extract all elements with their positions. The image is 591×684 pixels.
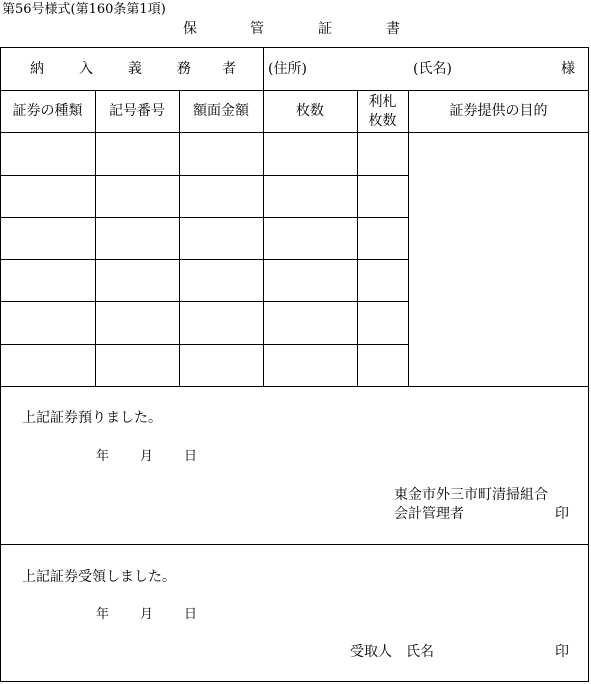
divider <box>0 90 589 91</box>
column-header-count: 枚数 <box>296 103 324 119</box>
title-char: 書 <box>386 21 400 37</box>
column-header-face-value: 額面金額 <box>193 103 249 119</box>
divider <box>179 90 180 386</box>
divider <box>0 544 589 545</box>
title-char: 保 <box>183 21 197 37</box>
divider <box>0 386 589 387</box>
receipt-statement: 上記証券受領しました。 <box>22 569 176 585</box>
payer-label-char: 者 <box>222 61 236 77</box>
divider <box>95 90 96 386</box>
divider <box>357 90 358 386</box>
column-header-coupon-line1: 利札 <box>368 94 397 110</box>
divider <box>0 259 408 260</box>
divider <box>263 47 264 386</box>
column-header-number: 記号番号 <box>109 103 165 119</box>
officer-title: 会計管理者 <box>394 506 464 522</box>
receiver-seal: 印 <box>555 644 569 660</box>
payer-label-char: 義 <box>128 61 142 77</box>
title-char: 管 <box>250 21 264 37</box>
divider <box>408 90 409 386</box>
receipt-date-day: 日 <box>184 607 198 622</box>
receipt-date-year: 年 <box>96 607 110 622</box>
divider <box>0 344 408 345</box>
officer-seal: 印 <box>555 506 569 522</box>
column-header-purpose: 証券提供の目的 <box>449 103 548 119</box>
payer-label-char: 務 <box>177 61 191 77</box>
column-header-type: 証券の種類 <box>12 103 83 119</box>
receiver-label: 受取人 氏名 <box>350 644 434 660</box>
organization-name: 東金市外三市町清掃組合 <box>394 487 548 503</box>
divider <box>0 175 408 176</box>
certificate-form <box>0 47 589 682</box>
divider <box>0 301 408 302</box>
receipt-date-month: 月 <box>140 607 154 622</box>
honorific: 様 <box>561 61 575 77</box>
deposit-date-year: 年 <box>96 449 110 464</box>
divider <box>0 132 589 133</box>
form-number: 第56号様式(第160条第1項) <box>2 2 166 17</box>
deposit-statement: 上記証券預りました。 <box>22 410 162 426</box>
column-header-coupon-line2: 枚数 <box>368 113 397 129</box>
name-label: (氏名) <box>413 61 452 77</box>
deposit-date-month: 月 <box>140 449 154 464</box>
title-char: 証 <box>318 21 332 37</box>
deposit-date-day: 日 <box>184 449 198 464</box>
divider <box>0 217 408 218</box>
payer-label-char: 納 <box>30 61 44 77</box>
address-label: (住所) <box>268 61 307 77</box>
payer-label-char: 入 <box>79 61 93 77</box>
